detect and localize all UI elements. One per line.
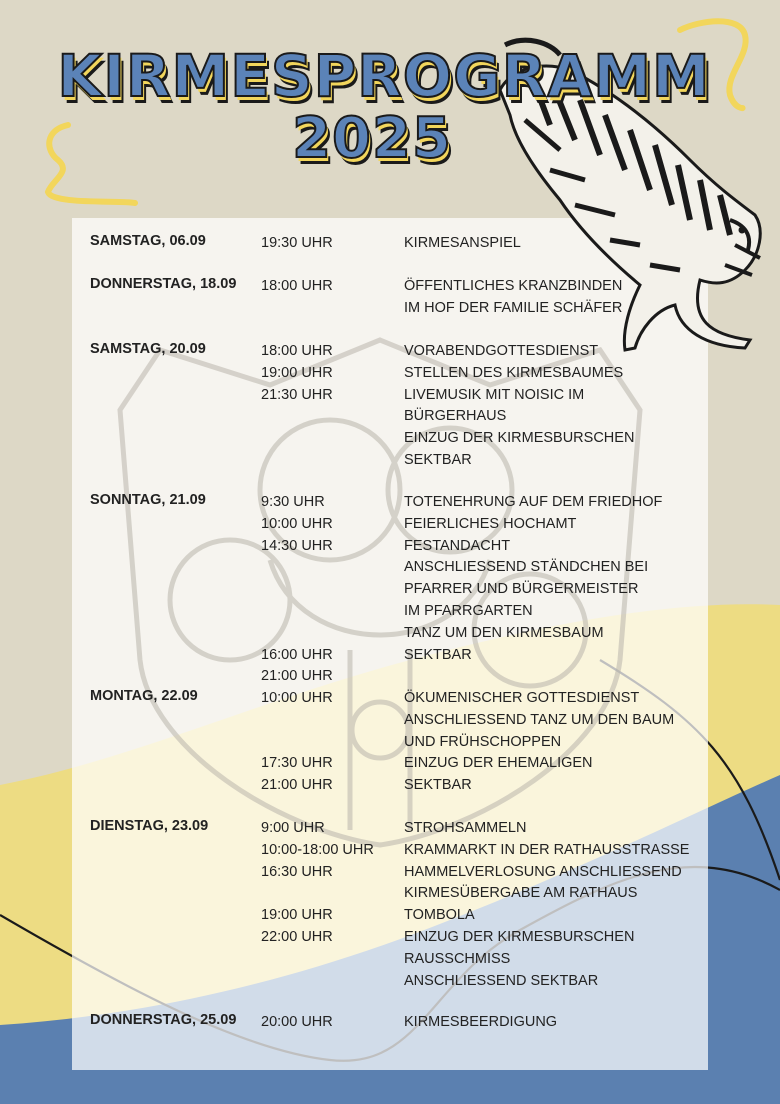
time-entry xyxy=(261,579,333,601)
time-entry: 16:30 UHR xyxy=(261,863,333,880)
event-entry: EINZUG DER KIRMESBURSCHEN xyxy=(404,430,635,447)
time-column xyxy=(261,688,333,797)
day-label: DONNERSTAG, 18.09 xyxy=(90,276,237,292)
event-entry: PFARRER UND BÜRGERMEISTER xyxy=(404,581,639,598)
event-entry: ÖKUMENISCHER GOTTESDIENST xyxy=(404,690,640,706)
event-entry: BÜRGERHAUS xyxy=(404,408,507,425)
event-entry: EINZUG DER KIRMESBURSCHEN xyxy=(404,928,635,945)
time-column xyxy=(261,276,333,298)
time-column xyxy=(261,1012,333,1034)
day-label: MONTAG, 22.09 xyxy=(90,688,198,704)
event-entry: KIRMESBEERDIGUNG xyxy=(404,1014,558,1030)
event-entry: TOTENEHRUNG AUF DEM FRIEDHOF xyxy=(404,494,663,510)
time-entry: 9:00 UHR xyxy=(261,820,325,836)
time-entry: 10:00-18:00 UHR xyxy=(261,841,374,858)
time-entry: 19:30 UHR xyxy=(261,235,333,251)
time-column xyxy=(261,233,333,255)
title-line-1: KIRMESPROGRAMM xyxy=(57,42,711,110)
event-entry: SEKTBAR xyxy=(404,777,472,794)
event-entry: STROHSAMMELN xyxy=(404,820,527,836)
day-label: DONNERSTAG, 25.09 xyxy=(90,1012,237,1028)
event-column xyxy=(404,818,689,992)
event-entry: LIVEMUSIK MIT NOISIC IM xyxy=(404,386,585,403)
event-entry: KIRMESÜBERGABE AM RATHAUS xyxy=(404,885,638,902)
event-column xyxy=(404,276,622,320)
time-entry: 20:00 UHR xyxy=(261,1014,333,1030)
event-column xyxy=(404,341,634,472)
time-entry xyxy=(261,710,333,732)
event-entry: FEIERLICHES HOCHAMT xyxy=(404,515,577,532)
event-entry: ÖFFENTLICHES KRANZBINDEN xyxy=(404,278,623,294)
title-line-2: 2025 xyxy=(292,106,452,171)
time-entry xyxy=(261,883,374,905)
event-entry: KRAMMARKT IN DER RATHAUSSTRASSE xyxy=(404,841,690,858)
time-entry: 10:00 UHR xyxy=(261,515,333,532)
event-entry: ANSCHLIESSEND STÄNDCHEN BEI xyxy=(404,559,649,576)
time-entry: 16:00 UHR xyxy=(261,646,333,663)
time-entry: 9:30 UHR xyxy=(261,494,325,510)
time-entry: 17:30 UHR xyxy=(261,755,333,772)
event-entry: TOMBOLA xyxy=(404,907,475,924)
time-entry xyxy=(261,601,333,623)
event-entry: UND FRÜHSCHOPPEN xyxy=(404,733,562,750)
event-column xyxy=(404,1012,557,1034)
event-entry: FESTANDACHT xyxy=(404,537,511,554)
event-entry: RAUSSCHMISS xyxy=(404,950,511,967)
event-entry: VORABENDGOTTESDIENST xyxy=(404,343,599,359)
time-entry: 18:00 UHR xyxy=(261,343,333,359)
time-entry: 19:00 UHR xyxy=(261,907,333,924)
time-entry: 21:00 UHR xyxy=(261,668,333,685)
time-entry: 22:00 UHR xyxy=(261,928,333,945)
time-entry xyxy=(261,732,333,754)
event-column xyxy=(404,492,662,666)
event-entry: IM HOF DER FAMILIE SCHÄFER xyxy=(404,299,623,316)
event-entry: TANZ UM DEN KIRMESBAUM xyxy=(404,624,604,641)
time-entry: 18:00 UHR xyxy=(261,278,333,294)
day-label: DIENSTAG, 23.09 xyxy=(90,818,209,834)
time-column xyxy=(261,492,333,688)
time-column xyxy=(261,818,374,949)
event-entry: IM PFARRGARTEN xyxy=(404,602,533,619)
event-entry: SEKTBAR xyxy=(404,451,472,468)
time-entry: 19:00 UHR xyxy=(261,364,333,381)
time-entry: 21:30 UHR xyxy=(261,386,333,403)
event-entry: STELLEN DES KIRMESBAUMES xyxy=(404,364,624,381)
time-column xyxy=(261,341,333,406)
event-entry: ANSCHLIESSEND SEKTBAR xyxy=(404,972,599,989)
time-entry xyxy=(261,623,333,645)
event-column xyxy=(404,688,674,797)
day-label: SAMSTAG, 20.09 xyxy=(90,341,206,357)
time-entry: 14:30 UHR xyxy=(261,537,333,554)
time-entry xyxy=(261,557,333,579)
day-label: SAMSTAG, 06.09 xyxy=(90,233,206,249)
event-entry: SEKTBAR xyxy=(404,646,472,663)
event-entry: KIRMESANSPIEL xyxy=(404,235,521,251)
time-entry: 21:00 UHR xyxy=(261,777,333,794)
time-entry: 10:00 UHR xyxy=(261,690,333,706)
event-entry: HAMMELVERLOSUNG ANSCHLIESSEND xyxy=(404,863,682,880)
event-entry: ANSCHLIESSEND TANZ UM DEN BAUM xyxy=(404,711,675,728)
day-label: SONNTAG, 21.09 xyxy=(90,492,206,508)
event-column xyxy=(404,233,521,255)
event-entry: EINZUG DER EHEMALIGEN xyxy=(404,755,593,772)
